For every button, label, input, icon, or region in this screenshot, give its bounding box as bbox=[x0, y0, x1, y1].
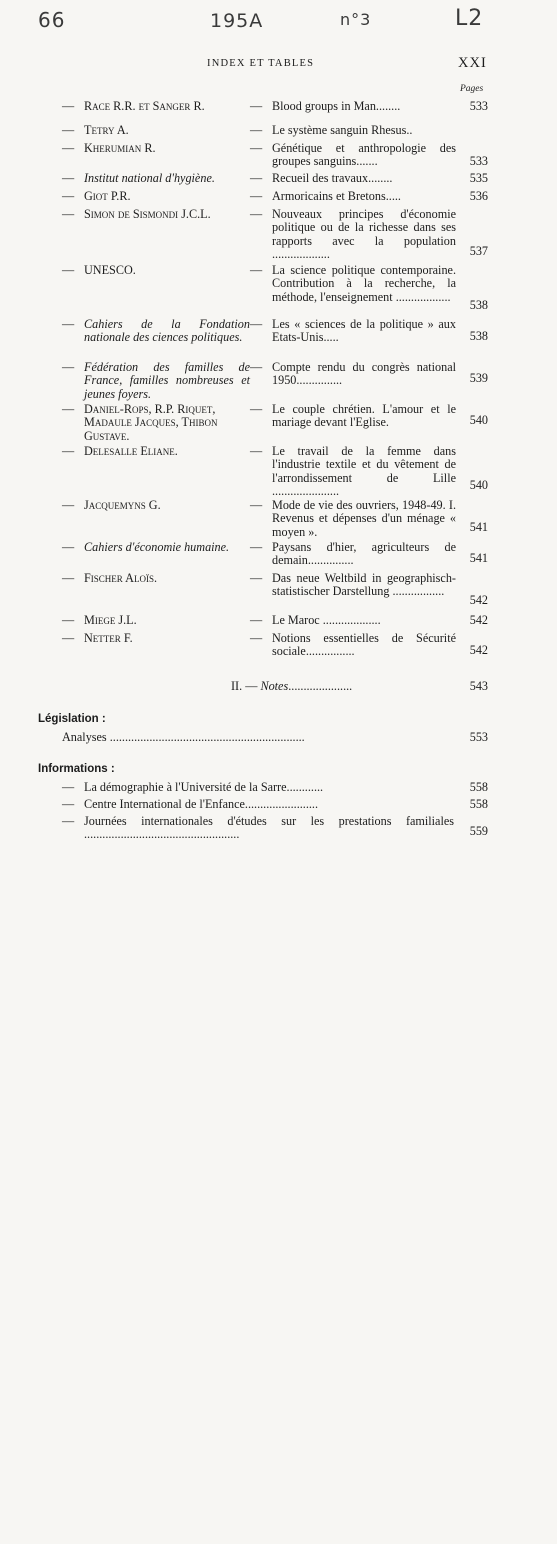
entry-page: 536 bbox=[469, 189, 488, 203]
legislation-row-text: Analyses ................................................................ bbox=[62, 730, 305, 744]
entry-author: Institut national d'hygiène. bbox=[84, 171, 215, 185]
entry-page: 541 bbox=[469, 520, 488, 534]
notes-label: Notes bbox=[260, 679, 289, 693]
informations-row-page: 558 bbox=[469, 780, 488, 794]
entry-work: Le Maroc ................... bbox=[272, 613, 381, 627]
entry-author: Cahiers d'économie humaine. bbox=[84, 540, 230, 554]
entry-author: Race R.R. et Sanger R. bbox=[84, 99, 205, 113]
entry-author: Jacquemyns G. bbox=[84, 498, 161, 512]
entry-author: Netter F. bbox=[84, 631, 133, 645]
entry-work: Nouveaux principes d'économie politique ou de la richesse dans ses rapports avec la population ................... bbox=[272, 207, 456, 262]
entry-work: Notions essentielles de Sécurité sociale................ bbox=[272, 631, 456, 659]
entry-page: 539 bbox=[469, 371, 488, 385]
informations-row-page: 559 bbox=[469, 824, 488, 838]
informations-row-text: Journées internationales d'études sur les prestations familiales ................................................... bbox=[84, 814, 454, 842]
pages-column-label: Pages bbox=[460, 84, 484, 94]
entry-work: Blood groups in Man........ bbox=[272, 99, 401, 113]
entry-work: Le système sanguin Rhesus.. bbox=[272, 123, 413, 137]
entry-work: Le couple chrétien. L'amour et le mariage devant l'Eglise. bbox=[272, 402, 456, 430]
page-number-roman: XXI bbox=[458, 55, 487, 71]
section-legislation-title: Législation : bbox=[38, 713, 106, 725]
informations-row-page: 558 bbox=[469, 797, 488, 811]
entry-page: 542 bbox=[469, 643, 488, 657]
entry-page: 541 bbox=[469, 551, 488, 565]
handwritten-note-top-left: 66 bbox=[38, 8, 66, 32]
entry-page: 533 bbox=[469, 154, 488, 168]
entry-author: Fischer Aloïs. bbox=[84, 571, 158, 585]
handwritten-note-year: 195A bbox=[210, 10, 264, 32]
entry-work: Recueil des travaux........ bbox=[272, 171, 393, 185]
entry-author: Tetry A. bbox=[84, 123, 129, 137]
document-page: 66 195A n°3 L2 INDEX ET TABLES XXI Pages — Race R.R. et Sanger R. — Blood groups in Man........ 533 — Tetry A. — Le système sanguin Rhesus.. — Kherumian R. — Génétique et anthropologie des groupes sanguins....... 533 — Institut national d'hygiène. — Recueil des travaux........ 535 — Giot P.R. — Armoricains et Bretons..... 536 — Simon de Sismondi J.C.L. — Nouveaux principes d'économie politique ou de la richesse dans ses rapports avec la population ................... 537 — UNESCO. — La science politique contemporaine. Contribution à la recherche, la méthode, l'enseignement .................. 538 — Cahiers de la Fondation nationale des ciences politiques. — Les « sciences de la politique » aux Etats-Unis..... 538 — Fédération des familles de France, familles nombreuses et jeunes foyers. — Compte rendu du congrès national 1950............... 539 — Daniel-Rops, R.P. Riquet, Madaule Jacques, Thibon Gustave. — Le couple chrétien. L'amour et le mariage devant l'Eglise. 540 — Delesalle Eliane. — Le travail de la femme dans l'industrie textile et du vêtement de l'arrondissement de Lille ...................... 540 — Jacquemyns G. — Mode de vie des ouvriers, 1948-49. I. Revenus et dépenses d'un ménage « moyen ». 541 — Cahiers d'économie humaine. — Paysans d'hier, agriculteurs de demain............... 541 — Fischer Aloïs. — Das neue Weltbild in geographisch-statistischer Darstellung ................. 542 — Miege J.L. — Le Maroc ................... 542 — Netter F. — Notions essentielles de Sécurité sociale................ 542 II. — Notes..................... 543 Législation : Analyses ................................................................ 553 Informations : — La démographie à l'Université de la Sarre............ 558 — Centre International de l'Enfance........................ 558 — Journées internationales d'études sur les prestations familiales ................................................... 559 bbox=[0, 0, 557, 900]
entry-work: Paysans d'hier, agriculteurs de demain............... bbox=[272, 540, 456, 568]
informations-row-text: Centre International de l'Enfance........................ bbox=[84, 797, 319, 811]
entry-page: 533 bbox=[469, 99, 488, 113]
entry-work: Les « sciences de la politique » aux Etats-Unis..... bbox=[272, 317, 456, 345]
informations-row-text: La démographie à l'Université de la Sarre............ bbox=[84, 780, 324, 794]
entry-author: Daniel-Rops, R.P. Riquet, Madaule Jacques, Thibon Gustave. bbox=[84, 402, 218, 443]
entry-page: 542 bbox=[469, 593, 488, 607]
entry-page: 535 bbox=[469, 171, 488, 185]
entry-author: Cahiers de la Fondation nationale des ciences politiques. bbox=[84, 317, 250, 345]
entry-work: Das neue Weltbild in geographisch-statistischer Darstellung ................. bbox=[272, 571, 456, 599]
entry-work: Génétique et anthropologie des groupes sanguins....... bbox=[272, 141, 456, 169]
entry-author: UNESCO. bbox=[84, 263, 136, 277]
entry-page: 540 bbox=[469, 478, 488, 492]
entry-work: Le travail de la femme dans l'industrie textile et du vêtement de l'arrondissement de Lille ...................... bbox=[272, 444, 456, 499]
entry-work: Armoricains et Bretons..... bbox=[272, 189, 401, 203]
section-informations-title: Informations : bbox=[38, 763, 115, 775]
entry-page: 538 bbox=[469, 298, 488, 312]
entry-page: 540 bbox=[469, 413, 488, 427]
notes-page: 543 bbox=[469, 679, 488, 693]
legislation-row-page: 553 bbox=[469, 730, 488, 744]
entry-author: Simon de Sismondi J.C.L. bbox=[84, 207, 211, 221]
entry-page: 537 bbox=[469, 244, 488, 258]
entry-page: 542 bbox=[469, 613, 488, 627]
notes-roman: II. — bbox=[231, 679, 258, 693]
handwritten-note-top-right: L2 bbox=[455, 6, 484, 31]
entry-work: Compte rendu du congrès national 1950............... bbox=[272, 360, 456, 388]
entry-page: 538 bbox=[469, 329, 488, 343]
entry-author: Fédération des familles de France, familles nombreuses et jeunes foyers. bbox=[84, 360, 250, 401]
handwritten-note-issue: n°3 bbox=[340, 10, 372, 29]
entry-author: Miege J.L. bbox=[84, 613, 137, 627]
entry-work: Mode de vie des ouvriers, 1948-49. I. Revenus et dépenses d'un ménage « moyen ». bbox=[272, 498, 456, 539]
running-title: INDEX ET TABLES bbox=[207, 58, 315, 69]
entry-author: Kherumian R. bbox=[84, 141, 156, 155]
notes-leader: ..................... bbox=[288, 679, 353, 693]
entry-author: Giot P.R. bbox=[84, 189, 131, 203]
entry-work: La science politique contemporaine. Contribution à la recherche, la méthode, l'enseignement .................. bbox=[272, 263, 456, 304]
entry-author: Delesalle Eliane. bbox=[84, 444, 178, 458]
